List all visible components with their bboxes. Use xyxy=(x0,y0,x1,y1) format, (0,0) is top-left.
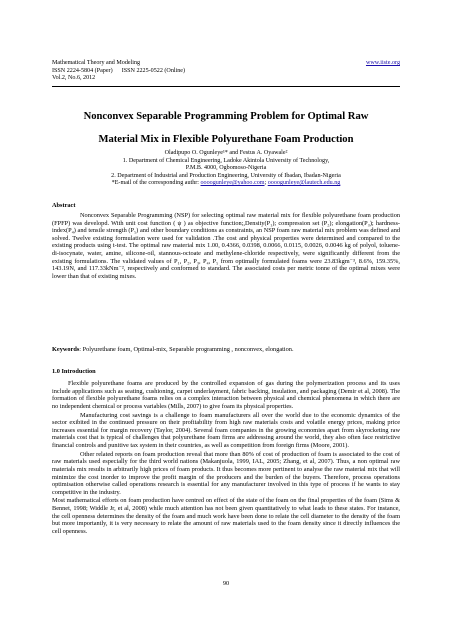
intro-paragraph-3: Other related reports on foam production reveal that more than 80% of cost of production of foam is associated to the cost of raw materials used especially for the third world nations (Makanjuola, 1999, IAL, 2005; Zhang, et al, 2007). Thus, a non optimal raw materials mix results in arbitrarily high prices of foam products. It thus becomes more pertinent to analyse the raw material mix that will minimize the cost inorder to improve the profit margin of the producers and the burden of the buyers. Therefore, process operations optimisation otherwise called operations research is essential for any manufacturer involved in this type of process if he wants to stay competitive in the industry. xyxy=(52,450,400,496)
page-number: 90 xyxy=(222,580,230,587)
intro-paragraph-1: Flexible polyurethane foams are produced by the controlled expansion of gas during the polymerization process and its uses include applications such as seating, cushioning, carpet underlayment, fabric backing, insulation, and packaging (Demir et al, 2008). The formation of flexible polyurethane foams relies on a complex interaction between physical and chemical phenomena in which there are no independent chemical or process variables (Mills, 2007) to give foam its physical properties. xyxy=(52,380,400,410)
intro-paragraph-2: Manufacturing cost savings is a challenge to foam manufacturers all over the world due to the economic dynamics of the sector exibited in the continued pressure on their profitability from high raw materials costs and volatile energy prices, making price increases essential for margin recovery (Taylor, 2004). Several foam companies in the growing economies apart from skyrocketing raw materials cost that is typical of challenges that polyurethane foam firms are addressing around the world, they also often face restrictive financial controls and punitive tax system in their countries, as well as competition from foreign firms (Moore, 2001). xyxy=(52,411,400,449)
header-rule xyxy=(52,86,400,87)
journal-header xyxy=(52,60,400,83)
intro-body xyxy=(52,380,400,537)
affiliation-1-address: P.M.B. 4000, Ogbomoso-Nigeria xyxy=(185,165,267,172)
journal-volume: Vol.2, No.6, 2012 xyxy=(52,75,96,82)
email-separator: ; xyxy=(264,180,268,187)
keywords-text: : Polyurethane foam, Optimal-mix, Separable programming , nonconvex, elongation. xyxy=(79,346,294,353)
intro-heading: 1.0 Introduction xyxy=(52,368,96,375)
abstract-text: Nonconvex Separable Programming (NSP) for selecting optimal raw material mix for flexible polyurethane foam production (FPFP) was developd. With unit cost function ( ψ ) as objective function;,Density(P₁); compression set (P₂); elongation(P₃); hardness-index(P₄) and tensile strength (P₅) and other boundary conditions as constraints, an NSP foam raw material mix problem was defined and solved. Twelve existing formulation were used for validation .The cost and physical properties were determined and compared to the existing products using t-test. The optimal raw material mix 1.00, 0.4366, 0.0398, 0.0066, 0.0115, 0.0026, 0.0046 kg of polyol, toluene-di-isocynate, water, amine, silicone-oil, stannous-octoate and methylene-chloride respectively, were significantly different from the existing formulations. The validated values of P₁, P₂, P₃, P₄, P₅ from optimally formulated foams were 23.83kgm⁻³, 8.6%, 159.35%, 143.19N, and 117.33kNm⁻², respectively and conformed to standard. The associated costs per metric tonne of the optimal mixes were lower than that of existing mixes. xyxy=(52,212,400,280)
journal-website-link[interactable]: www.iiste.org xyxy=(365,60,400,66)
affiliation-1: 1. Department of Chemical Engineering, Ladoke Akintola University of Technology, xyxy=(122,157,330,164)
intro-paragraph-4: Most mathematical efforts on foam production have centred on effect of the state of the foam on the final properties of the foam (Sims & Bennet, 1998; Widdle Jr, et al, 2008) while much attention has not been given quantitatively to what leads to these states. For instance, the cell openness determines the density of the foam and much work have been done to relate the cell diameter to the density of the foam but more importantly, it is very necessary to relate the amount of raw materials used to the foam density since it directly influences the cell openness. xyxy=(52,497,400,535)
paper-title-line2: Material Mix in Flexible Polyurethane Foam Production xyxy=(98,134,354,145)
paper-title-line1: Nonconvex Separable Programming Problem for Optimal Raw xyxy=(83,111,369,122)
author-names: Oladipupo O. Ogunleye¹* and Festus A. Oyawale² xyxy=(164,150,288,156)
email-link-1[interactable]: oooogunleye@yahoo.com xyxy=(200,180,265,187)
journal-name: Mathematical Theory and Modeling xyxy=(52,60,141,66)
abstract-heading: Abstract xyxy=(52,202,76,209)
email-link-2[interactable]: oooogunleye@lautech.edu.ng xyxy=(267,180,341,187)
keywords-label: Keywords xyxy=(52,346,80,353)
journal-issn: ISSN 2224-5804 (Paper) ISSN 2225-0522 (Online) xyxy=(52,67,186,74)
author-block xyxy=(52,150,400,188)
keywords-line xyxy=(52,346,400,354)
email-prefix: *E-mail of the corresponding authr: xyxy=(111,180,201,187)
corresponding-email xyxy=(52,180,400,188)
affiliation-2: 2. Department of Industrial and Production Engineering, University of Ibadan, Ibadan-Nigeria xyxy=(111,172,341,179)
